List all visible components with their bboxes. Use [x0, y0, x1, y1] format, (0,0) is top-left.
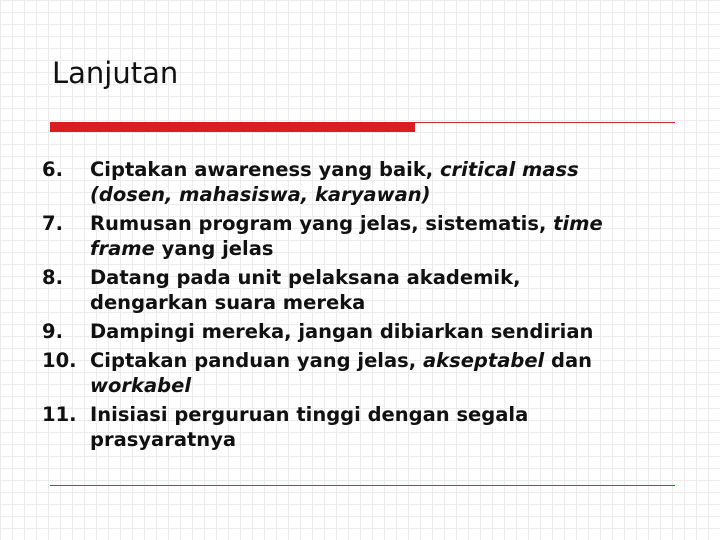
title-underline: [50, 122, 675, 132]
list-item: [42, 263, 682, 317]
italic-term: frame: [90, 237, 155, 260]
list-item-number: 7.: [42, 212, 63, 235]
list-item-text-continued: [90, 234, 682, 263]
list-item-number: 8.: [42, 266, 63, 289]
text-segment: dan: [544, 349, 593, 372]
title-underline-thin-line: [415, 122, 675, 123]
text-segment: Ciptakan panduan yang jelas,: [90, 349, 423, 372]
list-item: [42, 317, 682, 346]
list-item: [42, 155, 682, 209]
list-item-text-continued: [90, 425, 682, 454]
list-item-number: 10.: [42, 349, 77, 372]
italic-term: workabel: [90, 374, 192, 397]
bottom-divider: [50, 485, 675, 486]
numbered-list: [42, 155, 682, 454]
title-underline-red-bar: [50, 122, 415, 132]
text-segment: yang jelas: [154, 237, 274, 260]
italic-term: time: [553, 212, 603, 235]
list-item: [42, 400, 682, 454]
list-item-text-continued: [90, 371, 682, 400]
italic-term: (dosen, mahasiswa, karyawan): [90, 183, 431, 206]
list-item-text: [90, 317, 682, 346]
text-segment: Inisiasi perguruan tinggi dengan segala: [90, 403, 529, 426]
italic-term: critical mass: [439, 158, 579, 181]
list-item-text-continued: [90, 288, 682, 317]
list-item: [42, 346, 682, 400]
text-segment: Dampingi mereka, jangan dibiarkan sendirian: [90, 320, 594, 343]
slide-title: Lanjutan: [52, 56, 179, 90]
list-item-number: 6.: [42, 158, 63, 181]
list-item-text-continued: [90, 180, 682, 209]
italic-term: akseptabel: [422, 349, 545, 372]
list-item-number: 11.: [42, 403, 77, 426]
list-item-number: 9.: [42, 320, 63, 343]
list-item: [42, 209, 682, 263]
text-segment: Rumusan program yang jelas, sistematis,: [90, 212, 554, 235]
text-segment: prasyaratnya: [90, 428, 237, 451]
text-segment: dengarkan suara mereka: [90, 291, 366, 314]
text-segment: Datang pada unit pelaksana akademik,: [90, 266, 521, 289]
text-segment: Ciptakan awareness yang baik,: [90, 158, 440, 181]
